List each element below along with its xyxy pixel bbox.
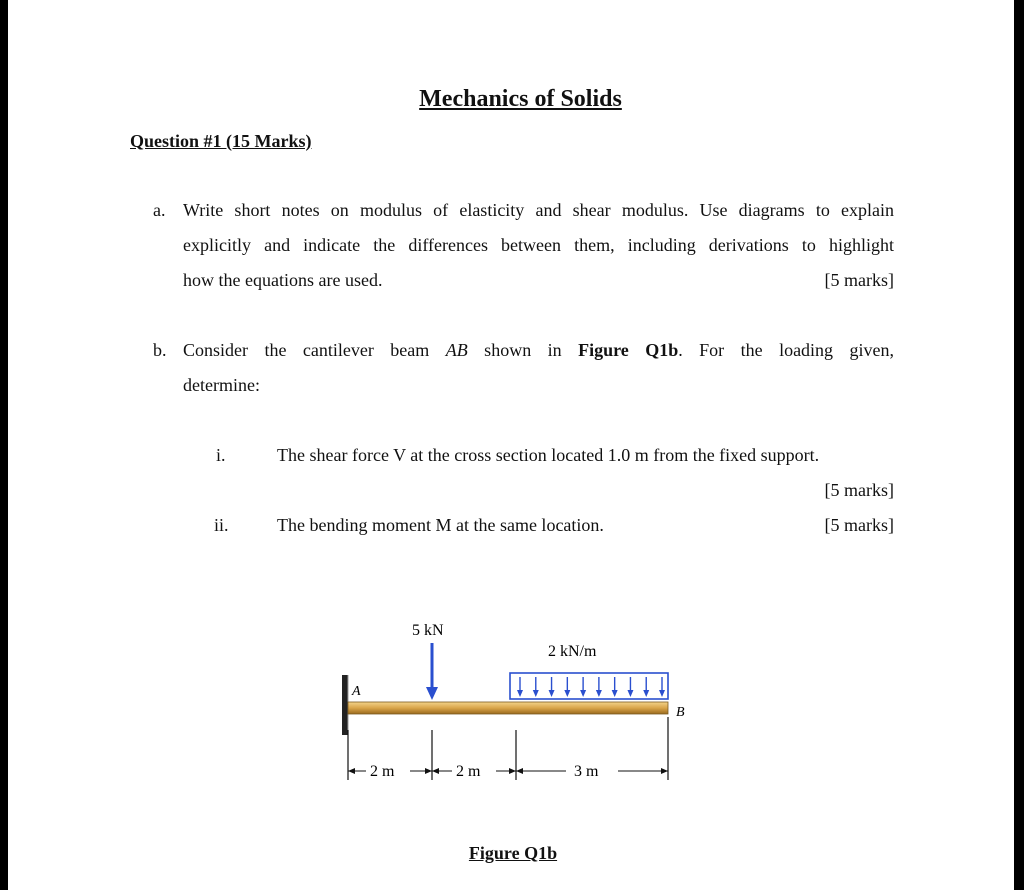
part-b-line-1 xyxy=(183,333,894,368)
item-i-numeral: i. xyxy=(216,445,226,465)
item-i-marks: [5 marks] xyxy=(824,480,894,500)
part-a-line-2: explicitly and indicate the differences between them, including derivations to highlight xyxy=(183,235,894,255)
dim-2-label: 2 m xyxy=(456,763,481,780)
beam-figure xyxy=(326,605,706,795)
udl-arrow-head xyxy=(596,690,602,697)
dim-3-right-arrow xyxy=(661,768,668,774)
udl-arrow-head xyxy=(533,690,539,697)
end-b-label: B xyxy=(676,705,685,720)
dim-1-right-arrow xyxy=(425,768,432,774)
udl-arrow-head xyxy=(612,690,618,697)
distributed-load-box xyxy=(510,673,668,699)
udl-arrow-head xyxy=(517,690,523,697)
udl-arrow-head xyxy=(659,690,665,697)
item-ii-text: The bending moment M at the same location. xyxy=(277,515,604,535)
point-load-label: 5 kN xyxy=(412,622,444,639)
dim-1-left-arrow xyxy=(348,768,355,774)
dim-3-label: 3 m xyxy=(574,763,599,780)
part-a-line-3: how the equations are used. xyxy=(183,270,383,290)
part-b-text-mid: shown in xyxy=(467,340,579,360)
udl-arrow-head xyxy=(549,690,555,697)
point-load-arrowhead xyxy=(426,687,438,700)
part-b-letter: b. xyxy=(153,340,167,360)
fixed-support-wall xyxy=(342,675,348,735)
dim-1-label: 2 m xyxy=(370,763,395,780)
udl-arrow-head xyxy=(564,690,570,697)
item-ii-numeral: ii. xyxy=(214,515,229,535)
part-a-line-1: Write short notes on modulus of elasticity and shear modulus. Use diagrams to explain xyxy=(183,200,894,220)
part-b-text-pre: Consider the cantilever beam xyxy=(183,340,446,360)
question-heading: Question #1 (15 Marks) xyxy=(130,131,312,151)
document-title: Mechanics of Solids xyxy=(419,86,622,112)
udl-arrow-head xyxy=(627,690,633,697)
end-a-label: A xyxy=(352,684,361,699)
dim-3-left-arrow xyxy=(516,768,523,774)
document-page xyxy=(8,0,1014,890)
distributed-load-label: 2 kN/m xyxy=(548,643,597,660)
dim-2-left-arrow xyxy=(432,768,439,774)
part-a-letter: a. xyxy=(153,200,166,220)
item-ii-marks: [5 marks] xyxy=(824,515,894,535)
figure-caption: Figure Q1b xyxy=(468,843,558,863)
item-i-text: The shear force V at the cross section located 1.0 m from the fixed support. xyxy=(277,445,820,465)
beam-name: AB xyxy=(445,340,468,360)
part-b-text-post: . For the loading given, xyxy=(678,340,894,360)
part-b-line-2: determine: xyxy=(183,375,260,395)
figure-reference: Figure Q1b xyxy=(578,340,679,360)
distributed-load-arrows xyxy=(517,677,665,697)
part-a-marks: [5 marks] xyxy=(824,270,894,290)
dim-2-right-arrow xyxy=(509,768,516,774)
udl-arrow-head xyxy=(643,690,649,697)
udl-arrow-head xyxy=(580,690,586,697)
beam-ab xyxy=(348,702,668,714)
